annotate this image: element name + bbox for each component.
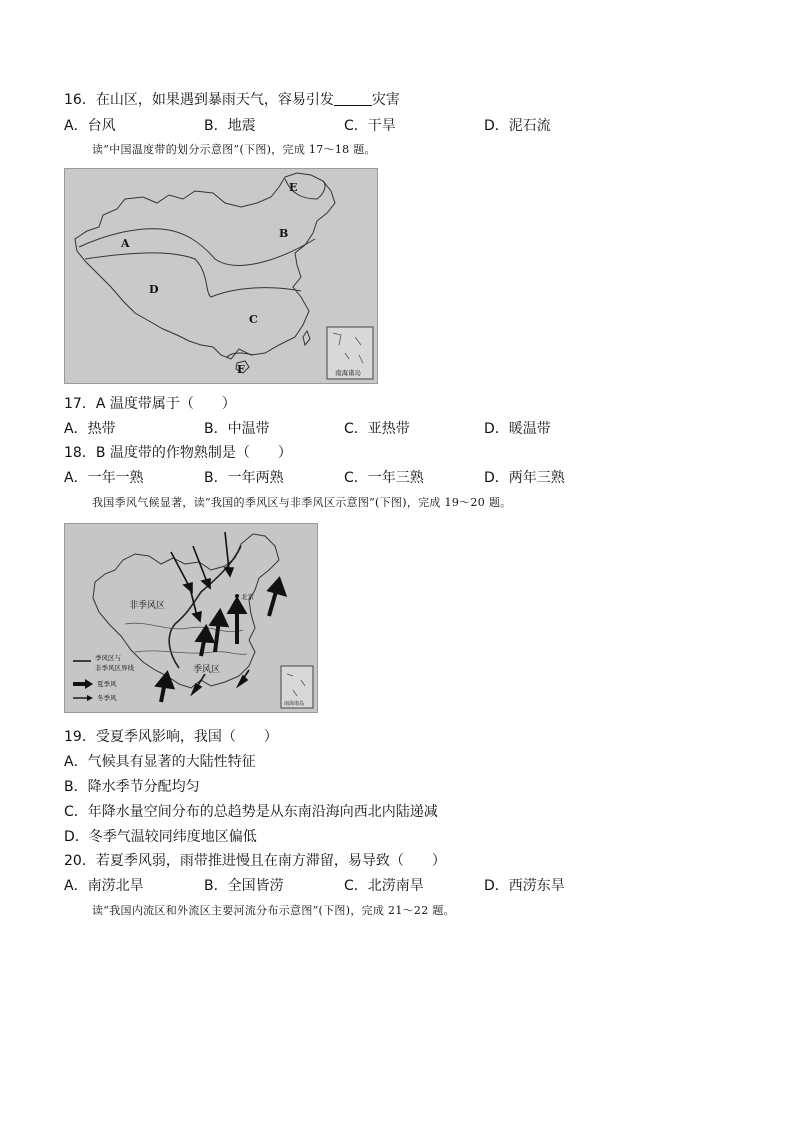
q19-option-d: D．冬季气温较同纬度地区偏低: [64, 829, 257, 845]
q19-option-c: C．年降水量空间分布的总趋势是从东南沿海向西北内陆递减: [64, 804, 438, 820]
taiwan-outline: [303, 331, 310, 345]
q20-option-d: D．西涝东旱: [484, 878, 565, 894]
legend-boundary-label-1: 季风区与: [95, 654, 121, 662]
map-legend: [73, 653, 135, 702]
river-line: [135, 651, 247, 655]
legend-winter-label: 冬季风: [97, 694, 117, 702]
temperature-zone-map: [64, 168, 378, 384]
question-20-stem: 20．若夏季风弱，雨带推进慢且在南方滞留，易导致（ ）: [64, 853, 446, 869]
q16-option-d: D．泥石流: [484, 118, 551, 134]
zone-label-f: F: [237, 363, 245, 376]
q20-option-a: A．南涝北旱: [64, 878, 144, 894]
inset-caption: 南海诸岛: [284, 701, 305, 707]
q18-option-a: A．一年一熟: [64, 470, 144, 486]
q20-option-b: B．全国皆涝: [204, 878, 284, 894]
q17-option-c: C．亚热带: [344, 421, 410, 437]
q17-option-d: D．暖温带: [484, 421, 551, 437]
q17-option-b: B．中温带: [204, 421, 270, 437]
zone-label-e: E: [289, 181, 298, 194]
legend-summer-arrowhead: [85, 679, 93, 689]
monsoon-boundary-line: [169, 546, 241, 668]
q18-option-c: C．一年三熟: [344, 470, 424, 486]
beijing-label: 北京: [241, 593, 254, 601]
reading-note-19-20: 我国季风气候显著，读“我国的季风区与非季风区示意图”(下图)，完成 19～20 题。: [92, 496, 512, 509]
q18-option-b: B．一年两熟: [204, 470, 284, 486]
reading-note-21-22: 读“我国内流区和外流区主要河流分布示意图”(下图)，完成 21～22 题。: [92, 904, 455, 917]
q16-option-a: A．台风: [64, 118, 116, 134]
question-18-stem: 18．B 温度带的作物熟制是（ ）: [64, 445, 292, 461]
monsoon-region-map: [64, 523, 318, 713]
zone-label-a: A: [121, 237, 130, 250]
q20-option-c: C．北涝南旱: [344, 878, 424, 894]
zone-label-b: B: [279, 227, 289, 240]
summer-monsoon-arrows: [158, 580, 284, 702]
question-17-stem: 17．A 温度带属于（ ）: [64, 396, 236, 412]
boundary-line: [85, 253, 301, 297]
q19-option-a: A．气候具有显著的大陆性特征: [64, 754, 256, 770]
temperature-zone-map-figure: [65, 169, 377, 383]
q17-option-a: A．热带: [64, 421, 116, 437]
legend-winter-arrowhead: [87, 695, 93, 701]
q16-option-b: B．地震: [204, 118, 256, 134]
question-19-stem: 19．受夏季风影响，我国（ ）: [64, 729, 278, 745]
answer-blank: [334, 93, 372, 106]
inset-caption: 南海诸岛: [335, 369, 361, 377]
q18-option-d: D．两年三熟: [484, 470, 565, 486]
monsoon-region-map-figure: [65, 524, 317, 712]
beijing-dot: [235, 594, 239, 598]
china-outline: [75, 173, 335, 359]
monsoon-region-label: 季风区: [193, 665, 221, 675]
legend-summer-label: 夏季风: [97, 680, 117, 688]
reading-note-17-18: 读“中国温度带的划分示意图”(下图)，完成 17～18 题。: [92, 143, 376, 156]
non-monsoon-region-label: 非季风区: [129, 601, 166, 611]
zone-label-c: C: [249, 313, 258, 326]
legend-boundary-label-2: 非季风区界线: [95, 664, 134, 672]
q16-option-c: C．干旱: [344, 118, 396, 134]
zone-label-d: D: [149, 283, 159, 296]
q19-option-b: B．降水季节分配均匀: [64, 779, 200, 795]
question-16-stem: 16．在山区，如果遇到暴雨天气，容易引发 灾害: [64, 92, 400, 108]
